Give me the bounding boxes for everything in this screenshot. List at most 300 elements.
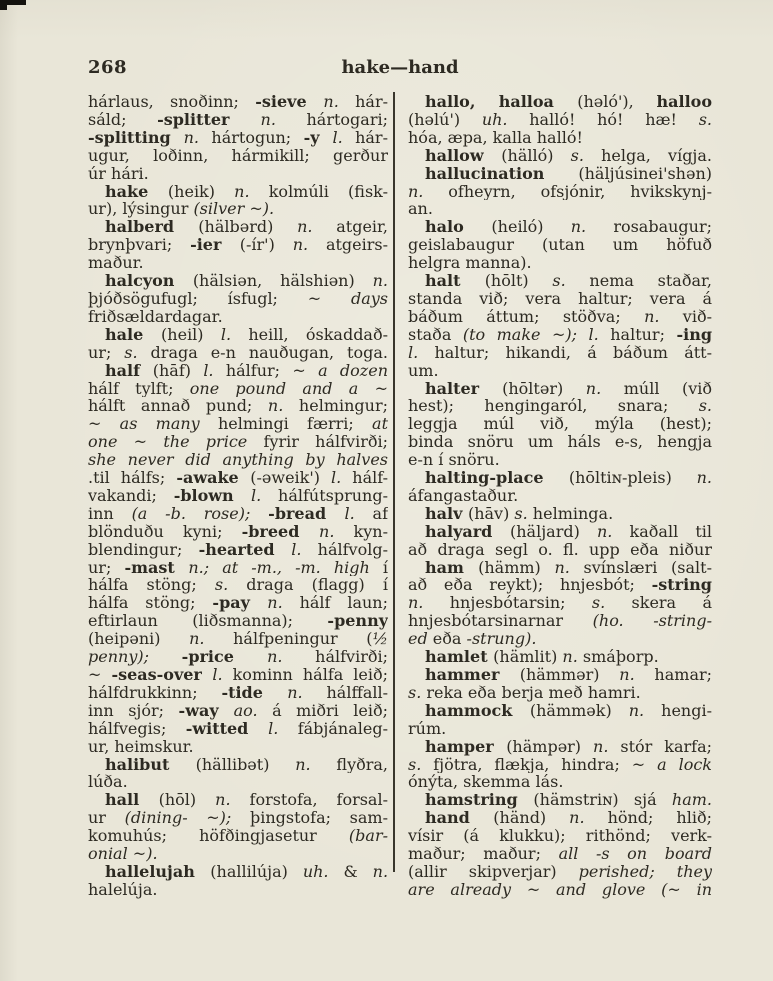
text-line bbox=[408, 93, 712, 111]
text-run: hárlaus, snoðinn; bbox=[88, 93, 256, 111]
text-run: n. bbox=[696, 469, 712, 487]
text-run: uh. bbox=[302, 862, 344, 881]
text-run: hálfa stöng; bbox=[88, 594, 213, 613]
text-run: (həlú') bbox=[408, 110, 482, 129]
text-run: hnjesbótarsinarnar bbox=[408, 612, 593, 631]
dictionary-entry bbox=[408, 380, 712, 470]
text-run: stór karfa; bbox=[620, 737, 712, 756]
text-run: (ho. -string- bbox=[592, 612, 712, 631]
text-run: a lock bbox=[657, 755, 712, 774]
text-run: halcyon bbox=[105, 272, 193, 290]
text-run: l. bbox=[344, 504, 373, 523]
text-run: hallelujah bbox=[105, 862, 211, 881]
text-run: n. bbox=[597, 522, 630, 541]
text-run: ~ bbox=[88, 666, 112, 684]
text-run: forstofa, forsal- bbox=[249, 791, 388, 810]
text-run: halelúja. bbox=[88, 880, 158, 899]
text-run: -splitting bbox=[88, 128, 184, 147]
text-run: úr hári. bbox=[88, 164, 149, 183]
text-run: eða bbox=[432, 630, 467, 649]
text-run: -seas-over bbox=[111, 666, 213, 684]
text-run: (-əweik') bbox=[250, 469, 332, 487]
text-run: onial ~). bbox=[88, 845, 158, 863]
text-run: vakandi; bbox=[88, 486, 174, 505]
text-run: (hälbərd) bbox=[198, 218, 298, 237]
text-run: -splitter bbox=[157, 110, 261, 129]
text-run: n. bbox=[570, 218, 614, 237]
text-run: skera á bbox=[631, 594, 712, 613]
text-run: n. bbox=[619, 666, 655, 684]
dictionary-entry bbox=[408, 505, 712, 523]
text-line bbox=[88, 236, 388, 254]
text-run: n. bbox=[267, 594, 300, 613]
text-run: friðsældardagar. bbox=[88, 307, 223, 326]
running-head: hake—hand bbox=[341, 57, 459, 78]
text-run: -sieve bbox=[255, 93, 324, 111]
text-line bbox=[408, 630, 712, 648]
text-line bbox=[408, 648, 712, 666]
text-line bbox=[408, 612, 712, 630]
text-run: (hämm) bbox=[478, 558, 555, 577]
text-run: (hämmək) bbox=[529, 701, 629, 720]
text-line bbox=[88, 684, 388, 702]
text-run: hálfvirði; bbox=[315, 648, 388, 666]
text-line bbox=[88, 183, 388, 201]
text-run: -strung). bbox=[466, 630, 537, 649]
text-line bbox=[88, 451, 388, 469]
text-run: n. bbox=[234, 182, 269, 201]
text-run: blendingur; bbox=[88, 540, 199, 559]
dictionary-entry bbox=[408, 559, 712, 649]
scan-corner-artifact bbox=[0, 0, 7, 10]
text-run: s. bbox=[408, 683, 427, 702]
text-run: ½ bbox=[372, 630, 388, 649]
dictionary-entry bbox=[408, 469, 712, 505]
text-run: helmingi færri; bbox=[217, 415, 373, 434]
text-run: one bbox=[88, 433, 134, 452]
text-run: helgra manna). bbox=[408, 254, 532, 273]
text-line bbox=[408, 791, 712, 809]
text-run: maður; maður; bbox=[408, 845, 559, 863]
text-line bbox=[88, 738, 388, 756]
text-run: l. bbox=[250, 486, 279, 505]
text-run: n. bbox=[267, 397, 299, 416]
text-run: atgeirs- bbox=[325, 236, 388, 255]
text-run: n. bbox=[628, 701, 662, 720]
text-run: n. bbox=[260, 110, 307, 129]
text-run: hálf laun; bbox=[299, 594, 388, 613]
text-run: n. bbox=[585, 379, 624, 398]
text-run: n. bbox=[554, 558, 584, 577]
text-run: eftirlaun (liðsmanna); bbox=[88, 612, 328, 631]
text-line bbox=[408, 380, 712, 398]
dictionary-entry bbox=[408, 738, 712, 792]
text-run: ofheyrn, ofsjónir, hvikskynj- bbox=[448, 182, 712, 201]
page-number: 268 bbox=[88, 57, 128, 78]
text-run: halo bbox=[425, 218, 492, 237]
text-run: n.; at -m., -m. high bbox=[188, 558, 383, 577]
text-run: nema staðar, bbox=[589, 272, 712, 290]
text-run: við- bbox=[682, 307, 712, 326]
text-run: s. bbox=[698, 110, 712, 129]
text-line bbox=[408, 666, 712, 684]
text-line bbox=[408, 290, 712, 308]
text-run: ~ bbox=[133, 433, 164, 452]
dictionary-entry bbox=[88, 218, 388, 272]
text-line bbox=[408, 254, 712, 272]
text-line bbox=[88, 630, 388, 648]
text-run: (häljard) bbox=[510, 522, 597, 541]
text-run: geislabaugur (utan um höfuð bbox=[408, 236, 712, 255]
text-run: n. bbox=[292, 236, 326, 255]
text-line bbox=[408, 111, 712, 129]
dictionary-entry bbox=[408, 523, 712, 559]
text-run: halt bbox=[425, 272, 485, 290]
text-run: að eða reykt); hnjesbót; bbox=[408, 576, 652, 595]
text-line bbox=[88, 845, 388, 863]
text-line bbox=[88, 666, 388, 684]
text-run: n. bbox=[323, 93, 356, 111]
text-run: hamar; bbox=[654, 666, 712, 684]
text-run: haltur; hikandi, á báðum átt- bbox=[434, 343, 712, 362]
text-run: hártogari; bbox=[306, 110, 388, 129]
text-run: -awake bbox=[176, 469, 251, 487]
text-run: (-ír') bbox=[239, 236, 293, 255]
text-run: hnjesbótarsin; bbox=[449, 594, 592, 613]
text-line bbox=[88, 505, 388, 523]
dictionary-entry bbox=[408, 93, 712, 147]
text-line bbox=[408, 773, 712, 791]
text-run: (a -b. rose); bbox=[131, 504, 269, 523]
text-run: halibut bbox=[105, 755, 196, 774]
text-line bbox=[88, 397, 388, 415]
text-run: -way bbox=[178, 701, 234, 720]
text-run: uh. bbox=[481, 110, 530, 129]
text-run: á miðri leið; bbox=[272, 701, 388, 720]
text-run: hóa, æpa, kalla halló! bbox=[408, 128, 583, 147]
text-line bbox=[88, 433, 388, 451]
text-line bbox=[88, 881, 388, 899]
text-line bbox=[88, 290, 388, 308]
text-run: a dozen bbox=[318, 361, 388, 380]
text-line bbox=[88, 272, 388, 290]
text-run: an. bbox=[408, 200, 433, 219]
text-run: l. bbox=[212, 666, 233, 684]
text-line bbox=[88, 541, 388, 559]
text-line bbox=[408, 218, 712, 236]
text-line bbox=[88, 254, 388, 272]
text-run: (hāf) bbox=[152, 361, 204, 380]
text-line bbox=[408, 720, 712, 738]
text-run: hálffall- bbox=[326, 683, 388, 702]
text-run: heill, óskaddað- bbox=[248, 325, 388, 344]
text-run: (hämlit) bbox=[493, 648, 563, 666]
text-line bbox=[408, 845, 712, 863]
text-run: hálfdrukkinn; bbox=[88, 683, 222, 702]
text-line bbox=[408, 433, 712, 451]
text-run: hest); hengingaról, snara; bbox=[408, 397, 699, 416]
text-run: (hälsiən, hälshiən) bbox=[192, 272, 373, 290]
text-run: báðum áttum; stöðva; bbox=[408, 307, 645, 326]
text-run: -mast bbox=[124, 558, 189, 577]
text-run: are already bbox=[408, 880, 527, 899]
text-run: áfangastaður. bbox=[408, 486, 519, 505]
text-run: ur; bbox=[88, 558, 125, 577]
text-run: þingstofa; sam- bbox=[249, 809, 388, 828]
text-run: hengi- bbox=[661, 701, 712, 720]
text-run: (hōltər) bbox=[502, 379, 586, 398]
dictionary-entry bbox=[408, 666, 712, 702]
text-run: n. bbox=[562, 648, 583, 666]
dictionary-entry bbox=[88, 272, 388, 326]
text-run: fyrir hálfvirði; bbox=[263, 433, 388, 452]
dictionary-entry bbox=[408, 165, 712, 219]
text-run: ur, heimskur. bbox=[88, 737, 194, 756]
text-run: helmingur; bbox=[298, 397, 388, 416]
text-run: binda snöru um háls e-s, hengja bbox=[408, 433, 712, 452]
text-run: ed bbox=[408, 630, 433, 649]
text-run: she never did anything by halves bbox=[88, 451, 388, 470]
text-run: (heik) bbox=[167, 182, 235, 201]
text-line bbox=[88, 791, 388, 809]
text-run: sáld; bbox=[88, 110, 158, 129]
text-run: -breed bbox=[241, 522, 320, 541]
text-line bbox=[88, 756, 388, 774]
text-line bbox=[88, 702, 388, 720]
text-run: halyard bbox=[425, 522, 510, 541]
text-line bbox=[408, 559, 712, 577]
text-run: (heipəni) bbox=[88, 630, 190, 649]
text-run: (heiló) bbox=[491, 218, 571, 237]
text-line bbox=[88, 200, 388, 218]
text-run: s. bbox=[552, 272, 590, 290]
text-line bbox=[408, 523, 712, 541]
text-line bbox=[88, 380, 388, 398]
text-run: s. bbox=[124, 343, 151, 362]
text-run: half bbox=[105, 361, 153, 380]
text-run: (häljúsinei'shən) bbox=[578, 164, 712, 183]
dictionary-entry bbox=[408, 648, 712, 666]
text-run: l. bbox=[291, 540, 318, 559]
text-run: ~ bbox=[526, 880, 556, 899]
text-line bbox=[408, 397, 712, 415]
text-line bbox=[408, 183, 712, 201]
text-run: hammock bbox=[425, 701, 530, 720]
text-line bbox=[88, 326, 388, 344]
text-run: s. bbox=[214, 576, 247, 595]
text-line bbox=[408, 594, 712, 612]
text-run: -ing bbox=[676, 325, 712, 344]
text-run: um. bbox=[408, 361, 439, 380]
text-run: ugur, loðinn, hármikill; gerður bbox=[88, 146, 388, 165]
right-column bbox=[408, 93, 712, 899]
text-run: rosabaugur; bbox=[613, 218, 712, 237]
text-line bbox=[408, 165, 712, 183]
text-line bbox=[408, 344, 712, 362]
text-line bbox=[88, 612, 388, 630]
text-run: draga (flagg) í bbox=[246, 576, 388, 595]
text-line bbox=[408, 881, 712, 899]
text-line bbox=[88, 469, 388, 487]
text-run: -pay bbox=[212, 594, 268, 613]
text-run: n. bbox=[287, 683, 327, 702]
text-line bbox=[408, 756, 712, 774]
text-line bbox=[408, 576, 712, 594]
text-run: ham bbox=[425, 558, 479, 577]
text-run: & bbox=[343, 862, 373, 881]
text-run: (hälló) bbox=[501, 146, 571, 165]
text-run: l. bbox=[331, 469, 353, 487]
dictionary-entry bbox=[88, 791, 388, 863]
text-run: .til hálfs; bbox=[88, 469, 177, 487]
text-run: as many bbox=[119, 415, 218, 434]
text-run: (händ) bbox=[493, 809, 570, 828]
text-run: n. bbox=[408, 182, 449, 201]
text-run: inn bbox=[88, 504, 132, 523]
text-line bbox=[88, 165, 388, 183]
text-line bbox=[408, 469, 712, 487]
text-run: hár- bbox=[355, 93, 388, 111]
text-run: -penny bbox=[327, 612, 388, 631]
text-run: ham. bbox=[671, 791, 712, 810]
text-run: hand bbox=[425, 809, 494, 828]
text-run: í bbox=[382, 558, 388, 577]
column-divider bbox=[393, 92, 395, 872]
text-line bbox=[408, 541, 712, 559]
dictionary-entry bbox=[408, 272, 712, 379]
text-run: l. bbox=[408, 343, 435, 362]
text-run: n. bbox=[569, 809, 608, 828]
text-run: af bbox=[372, 504, 388, 523]
dictionary-entry bbox=[88, 326, 388, 362]
text-line bbox=[408, 272, 712, 290]
text-line bbox=[88, 523, 388, 541]
text-run: ~ bbox=[88, 415, 120, 434]
text-line bbox=[88, 594, 388, 612]
left-column bbox=[88, 93, 388, 899]
text-run: (hämpər) bbox=[506, 737, 594, 756]
text-run: hallucination bbox=[425, 164, 579, 183]
text-run: staða bbox=[408, 325, 463, 344]
text-run: (to make ~); l. bbox=[462, 325, 611, 344]
text-line bbox=[408, 200, 712, 218]
text-run: l. bbox=[268, 719, 298, 738]
text-run: hamstring bbox=[425, 791, 534, 810]
dictionary-entry bbox=[88, 863, 388, 899]
text-run: (hōl) bbox=[158, 791, 216, 810]
text-line bbox=[88, 111, 388, 129]
dictionary-entry bbox=[88, 93, 388, 183]
text-line bbox=[408, 147, 712, 165]
text-run: svínslæri (salt- bbox=[583, 558, 712, 577]
text-run: perished; they bbox=[578, 862, 712, 881]
text-line bbox=[408, 326, 712, 344]
text-line bbox=[88, 308, 388, 326]
text-run: s. bbox=[591, 594, 632, 613]
text-run: n. bbox=[319, 522, 354, 541]
text-run: brynþvari; bbox=[88, 236, 191, 255]
text-line bbox=[88, 129, 388, 147]
text-run: halberd bbox=[105, 218, 199, 237]
dictionary-entry bbox=[88, 756, 388, 792]
text-run: að draga segl o. fl. upp eða niður bbox=[408, 540, 712, 559]
text-run: -ier bbox=[190, 236, 240, 255]
text-line bbox=[88, 415, 388, 433]
text-run: (hämstriɴ) sjá bbox=[533, 791, 672, 810]
text-run: n. bbox=[267, 648, 316, 666]
text-run: kolmúli (fisk- bbox=[268, 182, 388, 201]
text-run: (silver ~). bbox=[193, 200, 275, 219]
text-run: ao. bbox=[233, 701, 273, 720]
text-run: hammer bbox=[425, 666, 520, 684]
text-run: -witted bbox=[185, 719, 269, 738]
text-line bbox=[88, 720, 388, 738]
text-run: ur bbox=[88, 809, 125, 828]
text-line bbox=[408, 308, 712, 326]
text-run: kominn hálfa leið; bbox=[232, 666, 388, 684]
text-run: hönd; hlið; bbox=[607, 809, 712, 828]
text-line bbox=[408, 863, 712, 881]
text-run: draga e-n nauðugan, toga. bbox=[150, 343, 388, 362]
text-run: hallo, halloa bbox=[425, 93, 578, 111]
text-line bbox=[88, 863, 388, 881]
text-run: -tide bbox=[221, 683, 288, 702]
text-run: (hämmər) bbox=[519, 666, 620, 684]
text-line bbox=[88, 93, 388, 111]
text-run: vísir (á klukku); rithönd; verk- bbox=[408, 827, 712, 846]
text-run: halter bbox=[425, 379, 503, 398]
text-run: hártogun; bbox=[211, 128, 304, 147]
text-run: (allir skipverjar) bbox=[408, 862, 579, 881]
text-run: (hōlt) bbox=[484, 272, 553, 290]
text-line bbox=[408, 738, 712, 756]
text-run: atgeir, bbox=[336, 218, 388, 237]
text-run: (hāv) bbox=[467, 504, 515, 523]
text-run: s. bbox=[514, 504, 533, 523]
text-run: hamlet bbox=[425, 648, 494, 666]
text-line bbox=[408, 827, 712, 845]
text-run: n. bbox=[408, 594, 450, 613]
text-run: þjóðsögufugl; ísfugl; ~ bbox=[88, 289, 351, 308]
text-run: l. bbox=[203, 361, 226, 380]
text-run: all -s on board bbox=[558, 845, 712, 863]
text-run: l. bbox=[220, 325, 249, 344]
text-run: (həló'), bbox=[577, 93, 657, 111]
dictionary-entry bbox=[408, 702, 712, 738]
text-run: hár- bbox=[355, 128, 388, 147]
text-line bbox=[88, 576, 388, 594]
text-line bbox=[88, 147, 388, 165]
text-run: n. bbox=[372, 862, 388, 881]
text-run: flyðra, bbox=[336, 755, 388, 774]
text-run: -string bbox=[651, 576, 712, 595]
text-line bbox=[408, 487, 712, 505]
text-run: ónýta, skemma lás. bbox=[408, 773, 564, 792]
text-run: at bbox=[372, 415, 388, 434]
text-run: n. bbox=[295, 755, 337, 774]
text-run: standa við; vera haltur; vera á bbox=[408, 289, 712, 308]
text-run: n. bbox=[593, 737, 621, 756]
text-run: n. bbox=[297, 218, 337, 237]
text-run: helga, vígja. bbox=[601, 146, 712, 165]
text-line bbox=[88, 218, 388, 236]
text-run: ur), lýsingur bbox=[88, 200, 194, 219]
text-line bbox=[408, 362, 712, 380]
text-run: n. bbox=[215, 791, 250, 810]
text-run: fjötra, flækja, hindra; ~ bbox=[433, 755, 658, 774]
text-run: -price bbox=[181, 648, 268, 666]
text-run: kaðall til bbox=[629, 522, 712, 541]
